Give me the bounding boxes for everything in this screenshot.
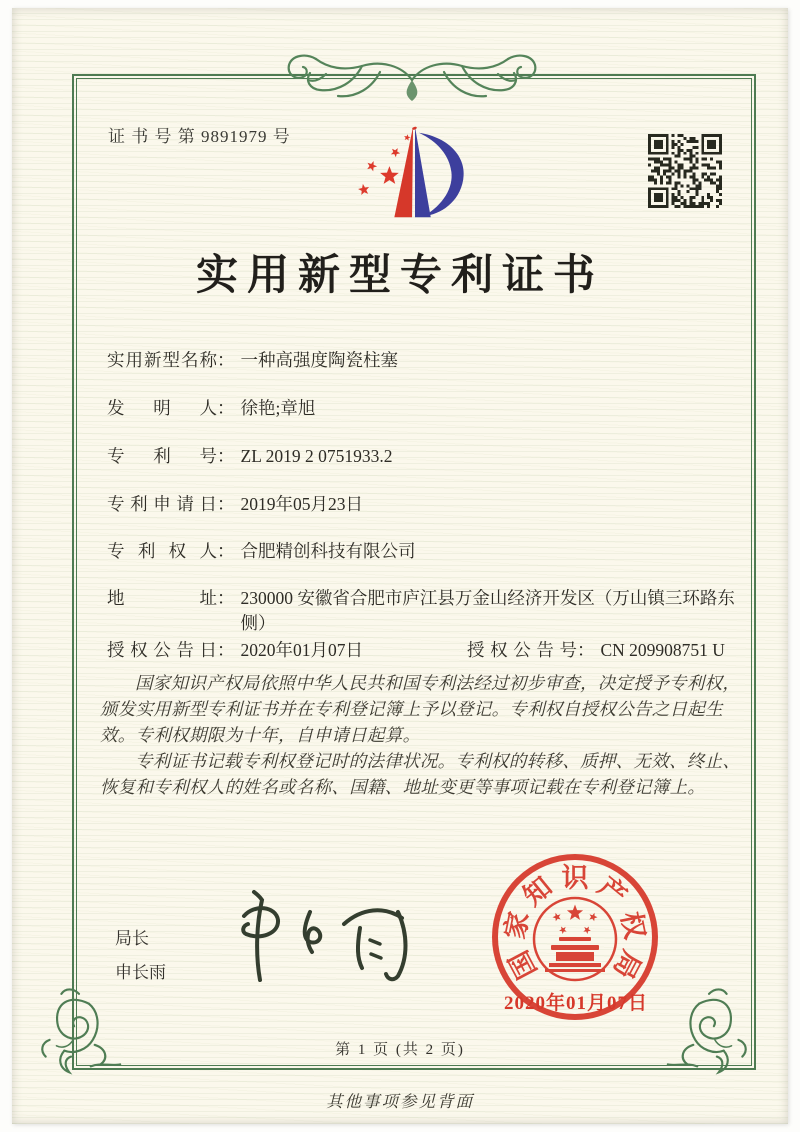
svg-text:权: 权 xyxy=(615,909,651,942)
signer-name: 申长雨 xyxy=(115,963,166,982)
signature xyxy=(224,880,434,995)
field-label: 发明人 xyxy=(107,398,217,418)
signer-title: 局长 xyxy=(115,929,149,948)
signer-block xyxy=(115,922,166,990)
cnipa-logo xyxy=(356,124,474,224)
svg-text:局: 局 xyxy=(607,945,647,984)
field-row-patent-number: 专利号： ZL 2019 2 0751933.2 xyxy=(107,444,392,469)
legal-text xyxy=(100,670,752,800)
field-row-address: 地址： 230000 安徽省合肥市庐江县万金山经济开发区（万山镇三环路东侧） xyxy=(107,586,746,636)
field-value: CN 209908751 U xyxy=(600,640,725,660)
field-value: 合肥精创科技有限公司 xyxy=(240,541,416,561)
national-emblem-icon xyxy=(534,898,616,980)
field-label: 地址 xyxy=(107,588,217,608)
field-row-grant: 授权公告日： 2020年01月07日 授权公告号： CN 209908751 U xyxy=(107,638,363,663)
certificate-page xyxy=(12,8,788,1124)
page-indicator: 第 1 页 (共 2 页) xyxy=(335,1042,465,1058)
svg-text:国: 国 xyxy=(503,945,543,984)
certificate-number: 证 书 号 第 9891979 号 xyxy=(108,127,291,146)
field-row-filing-date: 专利申请日： 2019年05月23日 xyxy=(107,492,363,517)
field-label: 授权公告号 xyxy=(467,640,577,660)
field-value: ZL 2019 2 0751933.2 xyxy=(240,446,393,466)
field-row-patentee: 专利权人： 合肥精创科技有限公司 xyxy=(107,539,416,564)
qr-code xyxy=(648,134,722,208)
field-row-utility-model-name: 实用新型名称： 一种高强度陶瓷柱塞 xyxy=(107,348,398,373)
field-label: 实用新型名称 xyxy=(107,350,217,370)
svg-text:知: 知 xyxy=(517,871,558,912)
field-value: 一种高强度陶瓷柱塞 xyxy=(240,350,398,370)
field-label: 专利号 xyxy=(107,446,217,466)
certificate-title: 实用新型专利证书 xyxy=(195,253,604,299)
field-value: 230000 安徽省合肥市庐江县万金山经济开发区（万山镇三环路东侧） xyxy=(240,588,735,633)
field-value: 2020年01月07日 xyxy=(240,640,363,660)
field-label: 专利权人 xyxy=(107,541,217,561)
field-label: 专利申请日 xyxy=(107,494,217,514)
grant-number-group: 授权公告号： CN 209908751 U xyxy=(467,638,725,663)
field-value: 2019年05月23日 xyxy=(240,494,363,514)
field-value: 徐艳;章旭 xyxy=(240,398,316,418)
svg-text:家: 家 xyxy=(499,909,535,942)
seal-date: 2020年01月07日 xyxy=(503,993,648,1014)
field-row-inventor: 发明人： 徐艳;章旭 xyxy=(107,396,315,421)
svg-text:识: 识 xyxy=(561,863,589,893)
field-label: 授权公告日 xyxy=(107,640,217,660)
svg-text:产: 产 xyxy=(592,871,633,912)
back-note: 其他事项参见背面 xyxy=(326,1092,474,1111)
legal-paragraph-1: 国家知识产权局依照中华人民共和国专利法经过初步审查，决定授予专利权，颁发实用新型专利证书并在专利登记簿上予以登记。专利权自授权公告之日起生效。专利权期限为十年，自申请日起算。 xyxy=(100,673,741,745)
legal-paragraph-2: 专利证书记载专利权登记时的法律状况。专利权的转移、质押、无效、终止、恢复和专利权人的姓名或名称、国籍、地址变更等事项记载在专利登记簿上。 xyxy=(100,751,741,797)
